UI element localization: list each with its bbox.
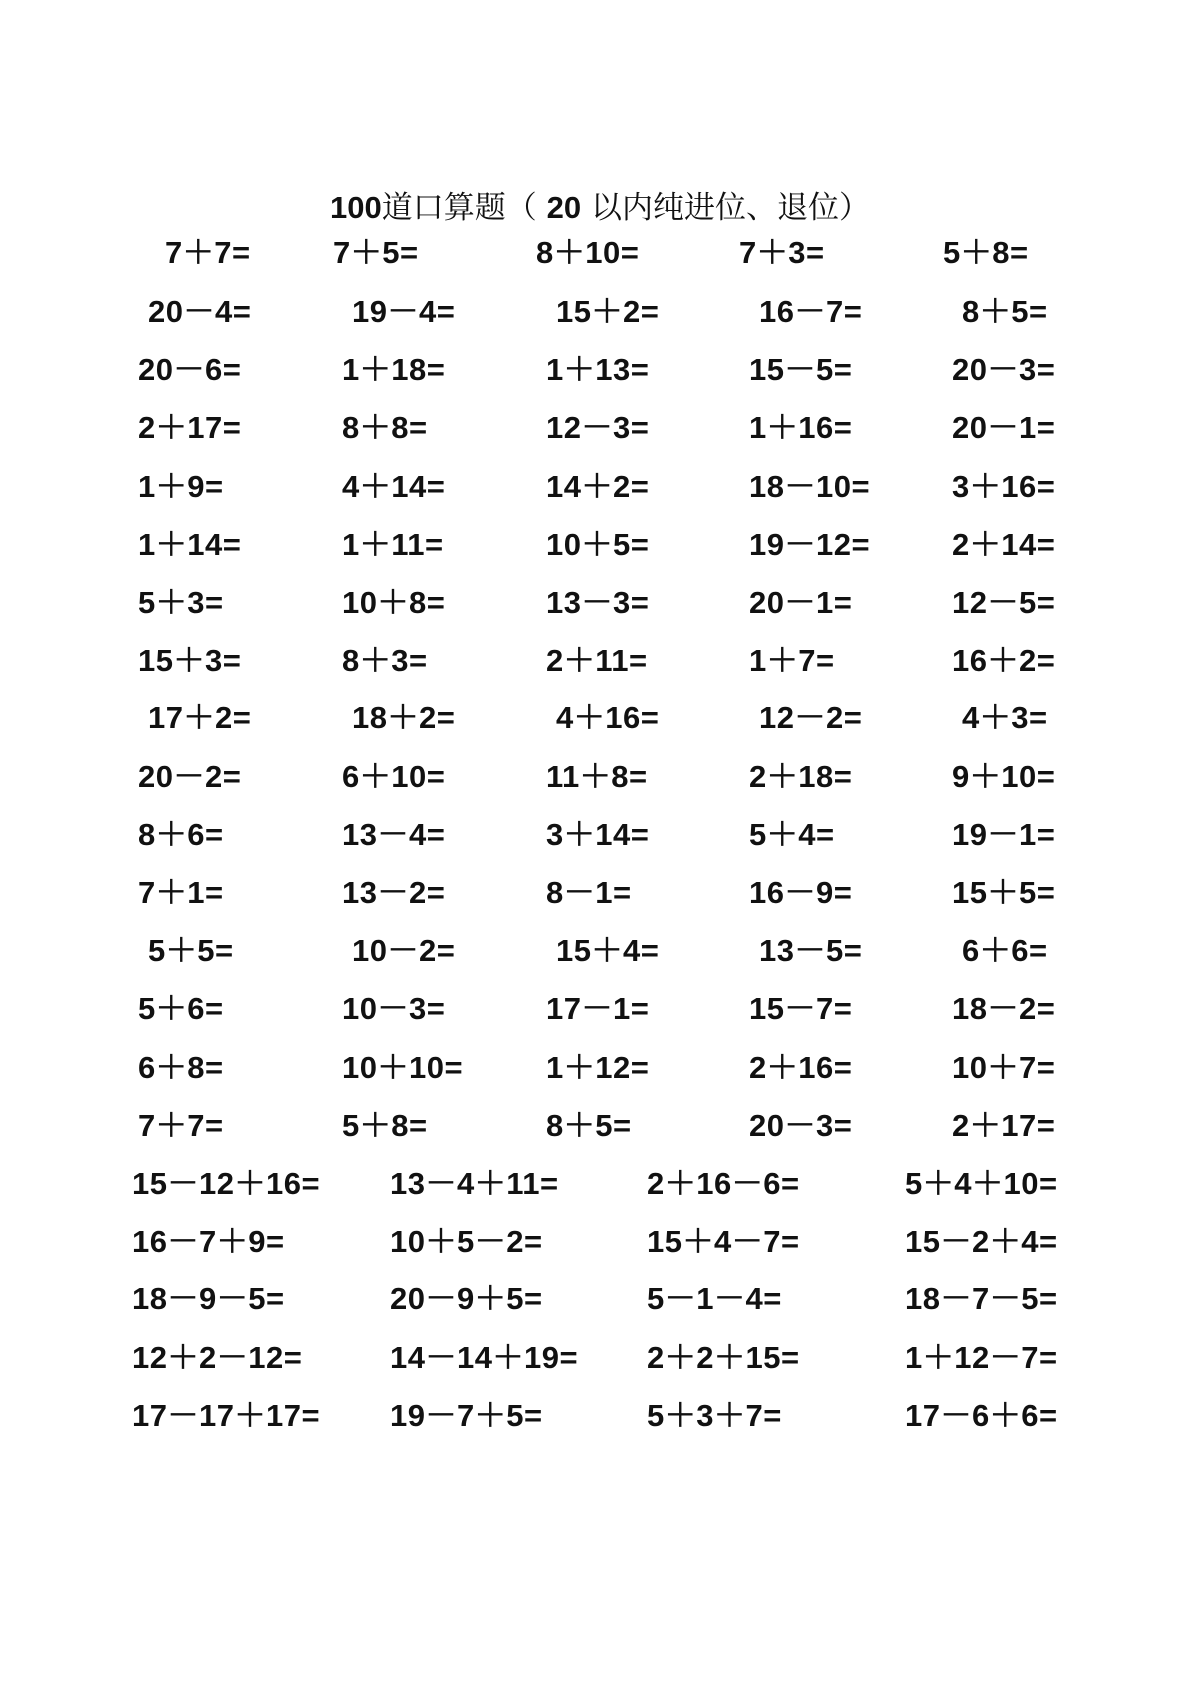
problem-item: 20－3= <box>749 1108 853 1143</box>
problem-item: 2＋14= <box>952 527 1056 562</box>
problem-item: 7＋5= <box>333 235 419 270</box>
mixed-problem-item: 5＋4＋10= <box>905 1166 1058 1201</box>
problem-item: 5＋6= <box>138 991 224 1026</box>
problem-item: 12－5= <box>952 585 1056 620</box>
mixed-problem-item: 16－7＋9= <box>132 1224 285 1259</box>
problem-item: 5＋5= <box>148 933 234 968</box>
problem-row <box>0 1106 1200 1146</box>
problem-item: 16＋2= <box>952 643 1056 678</box>
problem-item: 9＋10= <box>952 759 1056 794</box>
mixed-problem-item: 17－17＋17= <box>132 1398 321 1433</box>
problem-item: 1＋7= <box>749 643 835 678</box>
problem-item: 5＋8= <box>943 235 1029 270</box>
mixed-problem-item: 18－7－5= <box>905 1281 1058 1316</box>
problem-item: 14＋2= <box>546 469 650 504</box>
problem-item: 1＋18= <box>342 352 446 387</box>
problem-row <box>0 292 1200 332</box>
mixed-problem-item: 15－12＋16= <box>132 1166 321 1201</box>
problem-item: 5＋8= <box>342 1108 428 1143</box>
problem-item: 15－5= <box>749 352 853 387</box>
problem-row <box>0 350 1200 390</box>
problem-item: 17－1= <box>546 991 650 1026</box>
problem-item: 4＋14= <box>342 469 446 504</box>
problem-row <box>0 467 1200 507</box>
mixed-problem-row <box>0 1338 1200 1378</box>
problem-row <box>0 989 1200 1029</box>
mixed-problem-item: 19－7＋5= <box>390 1398 543 1433</box>
problem-row <box>0 698 1200 738</box>
problem-item: 13－3= <box>546 585 650 620</box>
problem-item: 18－2= <box>952 991 1056 1026</box>
problem-item: 8＋10= <box>536 235 640 270</box>
problem-item: 10－3= <box>342 991 446 1026</box>
problem-item: 2＋16= <box>749 1050 853 1085</box>
mixed-problem-row <box>0 1222 1200 1262</box>
problem-item: 7＋7= <box>165 235 251 270</box>
problem-item: 13－4= <box>342 817 446 852</box>
problem-item: 1＋13= <box>546 352 650 387</box>
problem-item: 4＋16= <box>556 700 660 735</box>
mixed-problem-item: 14－14＋19= <box>390 1340 579 1375</box>
problem-item: 8＋5= <box>962 294 1048 329</box>
problem-item: 19－1= <box>952 817 1056 852</box>
problem-item: 6＋10= <box>342 759 446 794</box>
problem-item: 12－2= <box>759 700 863 735</box>
problem-item: 15＋3= <box>138 643 242 678</box>
problem-item: 1＋9= <box>138 469 224 504</box>
problem-item: 20－3= <box>952 352 1056 387</box>
title-part2: 以内纯进位、退位） <box>590 190 870 226</box>
problem-item: 10＋8= <box>342 585 446 620</box>
problem-item: 8＋8= <box>342 410 428 445</box>
problem-item: 19－12= <box>749 527 871 562</box>
problem-item: 2＋17= <box>138 410 242 445</box>
problem-item: 5＋3= <box>138 585 224 620</box>
problem-item: 10＋5= <box>546 527 650 562</box>
problem-row <box>0 583 1200 623</box>
problem-item: 5＋4= <box>749 817 835 852</box>
problem-item: 7＋1= <box>138 875 224 910</box>
problem-item: 3＋14= <box>546 817 650 852</box>
mixed-problem-item: 2＋2＋15= <box>647 1340 800 1375</box>
problem-row <box>0 233 1200 273</box>
mixed-problem-item: 1＋12－7= <box>905 1340 1058 1375</box>
problem-item: 15＋5= <box>952 875 1056 910</box>
mixed-problem-item: 5＋3＋7= <box>647 1398 782 1433</box>
problem-item: 18－10= <box>749 469 871 504</box>
problem-row <box>0 757 1200 797</box>
problem-item: 19－4= <box>352 294 456 329</box>
title-middle: 20 <box>546 190 582 225</box>
problem-item: 1＋16= <box>749 410 853 445</box>
problem-item: 6＋6= <box>962 933 1048 968</box>
mixed-problem-item: 2＋16－6= <box>647 1166 800 1201</box>
problem-item: 8＋5= <box>546 1108 632 1143</box>
problem-row <box>0 931 1200 971</box>
title-part1: 道口算题（ <box>381 190 537 226</box>
problem-item: 10＋7= <box>952 1050 1056 1085</box>
problem-item: 20－4= <box>148 294 252 329</box>
problem-item: 20－6= <box>138 352 242 387</box>
mixed-problem-row <box>0 1279 1200 1319</box>
problem-item: 1＋12= <box>546 1050 650 1085</box>
problem-item: 15－7= <box>749 991 853 1026</box>
mixed-problem-item: 12＋2－12= <box>132 1340 303 1375</box>
problem-item: 10＋10= <box>342 1050 464 1085</box>
problem-item: 16－7= <box>759 294 863 329</box>
problem-item: 7＋3= <box>739 235 825 270</box>
problem-item: 1＋14= <box>138 527 242 562</box>
problem-item: 15＋2= <box>556 294 660 329</box>
problem-item: 6＋8= <box>138 1050 224 1085</box>
problem-item: 20－1= <box>952 410 1056 445</box>
problem-row <box>0 815 1200 855</box>
problem-row <box>0 641 1200 681</box>
mixed-problem-item: 18－9－5= <box>132 1281 285 1316</box>
problem-item: 4＋3= <box>962 700 1048 735</box>
mixed-problem-item: 20－9＋5= <box>390 1281 543 1316</box>
problem-item: 1＋11= <box>342 527 444 562</box>
problem-item: 2＋18= <box>749 759 853 794</box>
mixed-problem-item: 10＋5－2= <box>390 1224 543 1259</box>
problem-item: 20－2= <box>138 759 242 794</box>
problem-item: 3＋16= <box>952 469 1056 504</box>
problem-item: 8＋6= <box>138 817 224 852</box>
mixed-problem-item: 17－6＋6= <box>905 1398 1058 1433</box>
mixed-problem-item: 13－4＋11= <box>390 1166 559 1201</box>
problem-item: 13－5= <box>759 933 863 968</box>
mixed-problem-item: 15＋4－7= <box>647 1224 800 1259</box>
problem-item: 2＋17= <box>952 1108 1056 1143</box>
problem-item: 15＋4= <box>556 933 660 968</box>
mixed-problem-row <box>0 1396 1200 1436</box>
problem-item: 7＋7= <box>138 1108 224 1143</box>
problem-row <box>0 525 1200 565</box>
problem-item: 17＋2= <box>148 700 252 735</box>
problem-row <box>0 1048 1200 1088</box>
problem-item: 10－2= <box>352 933 456 968</box>
problem-item: 8＋3= <box>342 643 428 678</box>
problem-row <box>0 408 1200 448</box>
mixed-problem-row <box>0 1164 1200 1204</box>
mixed-problem-item: 15－2＋4= <box>905 1224 1058 1259</box>
problem-item: 13－2= <box>342 875 446 910</box>
mixed-problem-item: 5－1－4= <box>647 1281 782 1316</box>
problem-item: 2＋11= <box>546 643 648 678</box>
problem-item: 12－3= <box>546 410 650 445</box>
title-prefix: 100 <box>330 190 382 225</box>
problem-item: 20－1= <box>749 585 853 620</box>
problem-item: 11＋8= <box>546 759 648 794</box>
problem-item: 8－1= <box>546 875 632 910</box>
problem-row <box>0 873 1200 913</box>
problem-item: 18＋2= <box>352 700 456 735</box>
problem-item: 16－9= <box>749 875 853 910</box>
